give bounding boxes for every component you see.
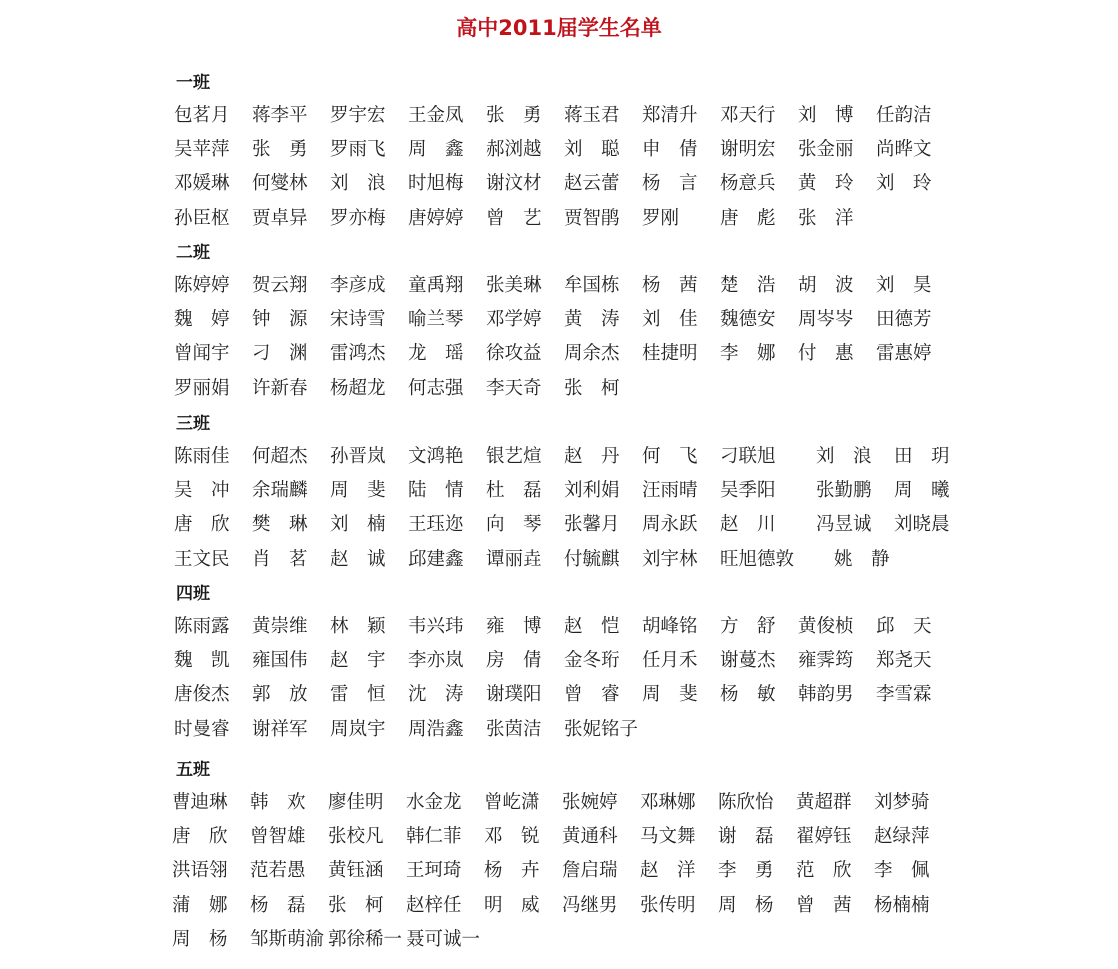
student-name: 喻兰琴 (408, 309, 464, 331)
student-name: 钟 源 (252, 309, 308, 331)
student-name: 谢蔓杰 (720, 650, 776, 672)
student-name: 韦兴玮 (408, 616, 464, 637)
student-name: 廖佳明 (328, 792, 384, 813)
student-name: 金冬珩 (564, 650, 620, 672)
student-name: 向 琴 (486, 514, 542, 536)
name-row (174, 99, 1114, 133)
student-name: 雍国伟 (252, 650, 308, 672)
student-name: 蒋李平 (252, 105, 308, 126)
page-title: 高中2011届学生名单 (456, 16, 662, 40)
student-name: 周 鑫 (408, 139, 464, 161)
student-name: 吴 冲 (174, 480, 230, 502)
student-name: 明 威 (484, 894, 540, 916)
student-name: 包茗月 (174, 105, 230, 126)
student-name: 聂可诚一 (406, 928, 481, 950)
student-name: 邓媛琳 (174, 173, 230, 195)
class-heading: 五班 (176, 760, 210, 780)
student-name: 赵 丹 (564, 446, 620, 467)
student-name: 张校凡 (328, 826, 384, 848)
name-row (174, 678, 1114, 712)
student-name: 雍霁筠 (798, 650, 854, 672)
student-name: 楚 浩 (720, 275, 776, 296)
student-name: 罗丽娟 (174, 377, 230, 399)
name-row (174, 269, 1114, 303)
student-name: 李亦岚 (408, 650, 464, 672)
name-row (174, 713, 1114, 747)
student-name: 詹启瑞 (562, 860, 618, 882)
student-name: 张 柯 (328, 894, 384, 916)
student-name: 赵 宇 (330, 650, 386, 672)
student-name: 汪雨晴 (642, 480, 698, 502)
student-name: 张美琳 (486, 275, 542, 296)
student-name: 赵绿萍 (874, 826, 930, 848)
student-name: 蒲 娜 (172, 894, 228, 916)
student-name: 曾智雄 (250, 826, 306, 848)
student-name: 时旭梅 (408, 173, 464, 195)
student-name: 孙晋岚 (330, 446, 386, 467)
student-name: 杜 磊 (486, 480, 542, 502)
student-name: 周浩鑫 (408, 718, 464, 740)
student-name: 周岑岑 (798, 309, 854, 331)
student-name: 韩仁菲 (406, 826, 462, 848)
student-name: 郝浏越 (486, 139, 542, 161)
student-name: 王珂琦 (406, 860, 462, 882)
student-name: 吴苹萍 (174, 139, 230, 161)
student-name: 付 惠 (798, 343, 854, 365)
student-name: 曾屹潇 (484, 792, 540, 813)
student-name: 樊 琳 (252, 514, 308, 536)
student-name: 黄 涛 (564, 309, 620, 331)
student-name: 牟国栋 (564, 275, 620, 296)
student-name: 唐 欣 (172, 826, 228, 848)
student-name: 何志强 (408, 377, 464, 399)
name-row (174, 610, 1114, 644)
student-name: 周 斐 (330, 480, 386, 502)
name-row (174, 372, 1114, 406)
student-name: 刘 博 (798, 105, 854, 126)
student-name: 田 玥 (894, 446, 950, 467)
student-name: 陈欣怡 (718, 792, 774, 813)
student-name: 付毓麒 (564, 548, 620, 570)
name-row (174, 474, 1114, 508)
name-row (174, 820, 1114, 854)
student-name: 王文民 (174, 548, 230, 570)
name-row (174, 923, 1114, 957)
class-heading: 四班 (176, 584, 210, 604)
student-name: 范 欣 (796, 860, 852, 882)
student-name: 谢明宏 (720, 139, 776, 161)
student-name: 曹迪琳 (172, 792, 228, 813)
student-name: 任韵洁 (876, 105, 932, 126)
name-row (174, 889, 1114, 923)
student-name: 肖 茗 (252, 548, 308, 570)
student-name: 邓天行 (720, 105, 776, 126)
student-name: 邱建鑫 (408, 548, 464, 570)
student-name: 贺云翔 (252, 275, 308, 296)
student-name: 桂捷明 (642, 343, 698, 365)
student-name: 沈 涛 (408, 684, 464, 706)
student-name: 龙 瑶 (408, 343, 464, 365)
student-name: 韩 欢 (250, 792, 306, 813)
student-name: 胡 波 (798, 275, 854, 296)
student-name: 刁联旭 (720, 446, 776, 467)
student-name: 郑清升 (642, 105, 698, 126)
student-name: 刘 玲 (876, 173, 932, 195)
student-name: 刘 聪 (564, 139, 620, 161)
student-name: 马文舞 (640, 826, 696, 848)
student-name: 张 洋 (798, 207, 854, 229)
student-name: 张金丽 (798, 139, 854, 161)
student-name: 赵云蕾 (564, 173, 620, 195)
class-heading: 一班 (176, 73, 210, 93)
name-row (174, 440, 1114, 474)
student-name: 冯继男 (562, 894, 618, 916)
student-name: 银艺煊 (486, 446, 542, 467)
student-name: 张 勇 (486, 105, 542, 126)
student-name: 陈雨露 (174, 616, 230, 637)
student-name: 张勤鹏 (816, 480, 872, 502)
student-name: 范若愚 (250, 860, 306, 882)
student-name: 郭徐稀一 (328, 928, 403, 950)
student-name: 杨楠楠 (874, 894, 930, 916)
student-name: 张馨月 (564, 514, 620, 536)
student-name: 李 佩 (874, 860, 930, 882)
student-name: 李天奇 (486, 377, 542, 399)
student-name: 何 飞 (642, 446, 698, 467)
student-name: 谢汶材 (486, 173, 542, 195)
student-name: 冯昱诚 (816, 514, 872, 536)
student-name: 李雪霖 (876, 684, 932, 706)
student-name: 陈婷婷 (174, 275, 230, 296)
class-heading: 三班 (176, 414, 210, 434)
student-name: 陈雨佳 (174, 446, 230, 467)
student-name: 刘 浪 (816, 446, 872, 467)
student-name: 张妮铭子 (564, 718, 639, 740)
student-name: 李 勇 (718, 860, 774, 882)
student-name: 曾 睿 (564, 684, 620, 706)
student-name: 黄俊桢 (798, 616, 854, 637)
student-name: 赵 恺 (564, 616, 620, 637)
student-name: 曾 茜 (796, 894, 852, 916)
student-name: 杨 敏 (720, 684, 776, 706)
student-name: 张 柯 (564, 377, 620, 399)
student-name: 唐 彪 (720, 207, 776, 229)
student-name: 邱 天 (876, 616, 932, 637)
student-name: 方 舒 (720, 616, 776, 637)
student-name: 周永跃 (642, 514, 698, 536)
student-name: 陆 情 (408, 480, 464, 502)
name-row (174, 644, 1114, 678)
student-name: 杨 卉 (484, 860, 540, 882)
student-name: 赵 洋 (640, 860, 696, 882)
student-name: 唐俊杰 (174, 684, 230, 706)
student-name: 李 娜 (720, 343, 776, 365)
class-heading: 二班 (176, 243, 210, 263)
student-name: 谢璞阳 (486, 684, 542, 706)
student-name: 刘梦骑 (874, 792, 930, 813)
student-name: 尚晔文 (876, 139, 932, 161)
student-name: 谭丽垚 (486, 548, 542, 570)
student-name: 房 倩 (486, 650, 542, 672)
student-name: 张茵洁 (486, 718, 542, 740)
student-name: 何超杰 (252, 446, 308, 467)
student-name: 蒋玉君 (564, 105, 620, 126)
student-name: 刘利娟 (564, 480, 620, 502)
student-name: 时曼睿 (174, 718, 230, 740)
student-name: 旺旭德敦 (720, 548, 795, 570)
student-name: 贾卓异 (252, 207, 308, 229)
name-row (174, 508, 1114, 542)
student-name: 雷鸿杰 (330, 343, 386, 365)
student-name: 唐婷婷 (408, 207, 464, 229)
name-row (174, 167, 1114, 201)
student-name: 雍 博 (486, 616, 542, 637)
student-name: 邓学婷 (486, 309, 542, 331)
student-name: 黄钰涵 (328, 860, 384, 882)
student-name: 罗雨飞 (330, 139, 386, 161)
student-name: 罗宇宏 (330, 105, 386, 126)
student-name: 何燮林 (252, 173, 308, 195)
student-name: 谢祥军 (252, 718, 308, 740)
student-name: 李彦成 (330, 275, 386, 296)
student-name: 雷 恒 (330, 684, 386, 706)
student-name: 吴季阳 (720, 480, 776, 502)
student-name: 孙臣枢 (174, 207, 230, 229)
student-name: 刘 佳 (642, 309, 698, 331)
name-row (174, 337, 1114, 371)
student-name: 周岚宇 (330, 718, 386, 740)
student-name: 刘 浪 (330, 173, 386, 195)
student-name: 罗亦梅 (330, 207, 386, 229)
name-row (174, 786, 1114, 820)
name-row (174, 543, 1114, 577)
student-name: 宋诗雪 (330, 309, 386, 331)
student-name: 贾智鹃 (564, 207, 620, 229)
student-name: 曾 艺 (486, 207, 542, 229)
student-name: 邓 锐 (484, 826, 540, 848)
student-name: 王金凤 (408, 105, 464, 126)
student-name: 刘 昊 (876, 275, 932, 296)
student-name: 文鸿艳 (408, 446, 464, 467)
student-name: 雷惠婷 (876, 343, 932, 365)
student-name: 刁 渊 (252, 343, 308, 365)
student-name: 郭 放 (252, 684, 308, 706)
student-name: 韩韵男 (798, 684, 854, 706)
student-name: 周余杰 (564, 343, 620, 365)
student-name: 申 倩 (642, 139, 698, 161)
student-name: 赵梓任 (406, 894, 462, 916)
name-row (174, 854, 1114, 888)
student-name: 周 斐 (642, 684, 698, 706)
student-name: 张婉婷 (562, 792, 618, 813)
student-name: 邓琳娜 (640, 792, 696, 813)
student-name: 杨意兵 (720, 173, 776, 195)
student-name: 徐攻益 (486, 343, 542, 365)
student-name: 田德芳 (876, 309, 932, 331)
student-name: 林 颖 (330, 616, 386, 637)
student-name: 黄 玲 (798, 173, 854, 195)
student-name: 杨 言 (642, 173, 698, 195)
student-name: 赵 川 (720, 514, 776, 536)
name-row (174, 133, 1114, 167)
student-name: 曾闻宇 (174, 343, 230, 365)
student-name: 黄崇维 (252, 616, 308, 637)
student-name: 黄超群 (796, 792, 852, 813)
student-name: 邹斯萌渝 (250, 928, 325, 950)
student-name: 杨 茜 (642, 275, 698, 296)
student-name: 张 勇 (252, 139, 308, 161)
student-name: 刘宇林 (642, 548, 698, 570)
student-name: 魏 凯 (174, 650, 230, 672)
student-name: 黄通科 (562, 826, 618, 848)
name-row (174, 202, 1114, 236)
student-name: 赵 诚 (330, 548, 386, 570)
student-name: 刘 楠 (330, 514, 386, 536)
student-name: 郑尧天 (876, 650, 932, 672)
student-name: 余瑞麟 (252, 480, 308, 502)
student-name: 周 曦 (894, 480, 950, 502)
student-name: 唐 欣 (174, 514, 230, 536)
student-name: 许新春 (252, 377, 308, 399)
student-name: 姚 静 (834, 548, 890, 570)
student-name: 杨超龙 (330, 377, 386, 399)
student-name: 周 杨 (172, 928, 228, 950)
student-name: 洪语翎 (172, 860, 228, 882)
student-name: 刘晓晨 (894, 514, 950, 536)
student-name: 魏德安 (720, 309, 776, 331)
student-name: 罗刚 (642, 207, 680, 229)
student-name: 谢 磊 (718, 826, 774, 848)
student-name: 童禹翔 (408, 275, 464, 296)
student-name: 水金龙 (406, 792, 462, 813)
student-name: 翟婷钰 (796, 826, 852, 848)
name-row (174, 303, 1114, 337)
student-name: 胡峰铭 (642, 616, 698, 637)
student-name: 魏 婷 (174, 309, 230, 331)
student-name: 周 杨 (718, 894, 774, 916)
student-name: 任月禾 (642, 650, 698, 672)
student-name: 杨 磊 (250, 894, 306, 916)
student-name: 王珏迩 (408, 514, 464, 536)
student-name: 张传明 (640, 894, 696, 916)
